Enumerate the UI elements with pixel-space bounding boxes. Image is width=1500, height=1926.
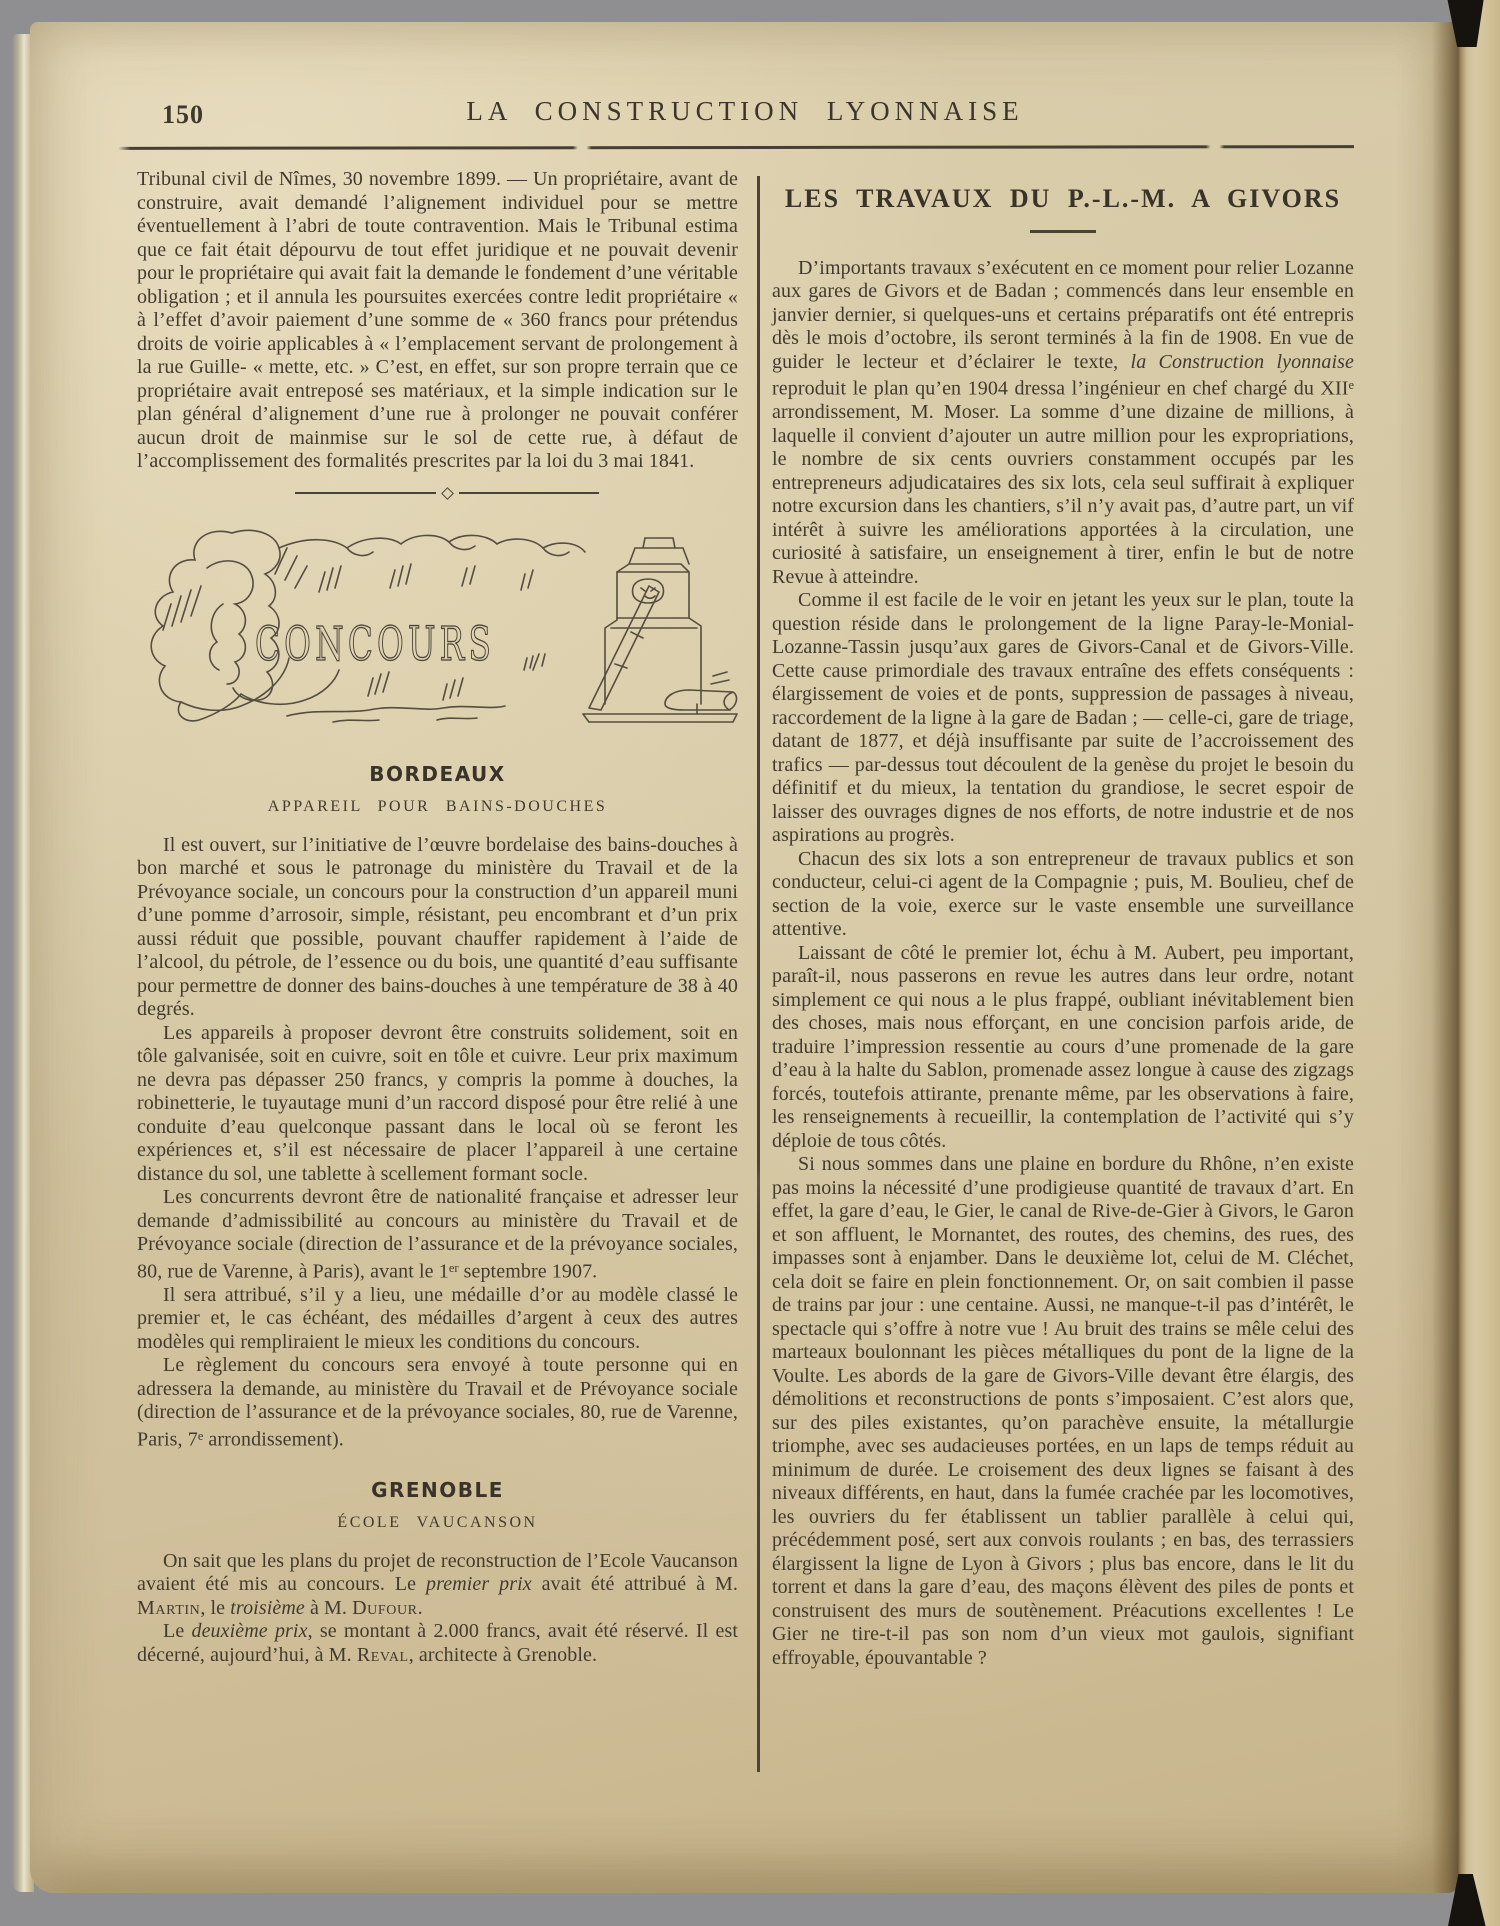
paragraph	[137, 1022, 738, 1187]
concours-banner-title: CONCOURS	[255, 616, 495, 672]
concours-banner-illustration	[137, 508, 738, 736]
text-run: à M.	[304, 1596, 353, 1619]
smallcaps-name: Martin	[137, 1596, 201, 1619]
text-run: avait été attribué à M.	[531, 1573, 738, 1596]
column-divider-rule	[757, 176, 760, 1772]
text-run: On sait que les plans du projet de reconstruction de l’Ecole Vaucanson avaient été mis au concours. Le	[137, 1549, 738, 1596]
smallcaps-name: Dufour	[352, 1596, 418, 1619]
text-run: Comme il est facile de le voir en jetant les yeux sur le plan, toute la question réside dans le prolongement de la ligne Paray-le-Monial-Lozanne-Tassin jusqu’aux gares de Givors-Canal et de Givors-Ville. Cette cause primordiale des travaux entraîne des effets conséquents : élargissement de voies et de ponts, suppression de passages à niveau, raccordement de la ligne à la gare de Badan ; — celle-ci, gare de triage, datant de 1877, et déjà insuffisante par suite de l’accroissement des trafics — par-dessus tout découlent de la genèse du projet le besoin du définitif et du mieux, la tentation du grandiose, le secret espoir de laisser des ouvrages dignes de nos efforts, de notre industrie et de nos aspirations au progrès.	[772, 589, 1354, 847]
article-title: LES TRAVAUX DU P.-L.-M. A GIVORS	[784, 184, 1342, 213]
italic-text: troisième	[230, 1596, 305, 1619]
text-run: Le	[163, 1620, 192, 1643]
paragraph	[772, 1153, 1354, 1670]
bordeaux-paragraphs	[137, 834, 738, 1452]
page-number: 150	[162, 100, 204, 129]
text-run: Le règlement du concours sera envoyé à toute personne qui en adressera la demande, au ministère du Travail et de Prévoyance sociale (direction de l’assurance et de la prévoyance sociales, 80, rue de Varenne, Paris, 7	[137, 1354, 738, 1451]
paragraph	[137, 1186, 738, 1284]
text-run: , se montant à 2.000 francs, avait été réservé. Il est décerné, aujourd’hui, à M.	[137, 1620, 738, 1666]
text-run: Il est ouvert, sur l’initiative de l’œuvre bordelaise des bains-douches à bon marché et sous le patronage du ministère du Travail et de la Prévoyance sociale, un concours pour la construction d’un appareil muni d’une pomme d’arrosoir, simple, résistant, peu encombrant et d’un prix aussi réduit que possible, pouvant chauffer rapidement à l’aide de l’alcool, du pétrole, de l’essence ou du bois, une quantité d’eau suffisante pour permettre de donner des bains-douches à une température de 38 à 40 degrés.	[137, 833, 738, 1020]
text-run: Tribunal civil de Nîmes, 30 novembre 1899. — Un propriétaire, avant de construire, avait demandé l’alignement individuel pour se mettre éventuellement à l’abri de toute contravention. Mais le Tribunal estima que ce fait était dépourvu de tout effet juridique et ne pouvait devenir pour le propriétaire qui avait fait la demande le fondement d’une véritable obligation ; et il annula les poursuites exercées contre ledit propriétaire « à l’effet d’avoir paiement d’une somme de « 360 francs pour prétendus droits de voirie applicables à « l’emplacement servant de prolongement à la rue Guille- « mette, etc. » C’est, en effet, sur son propre terrain que ce propriétaire avait entreposé ses matériaux, et la simple indication sur le plan général d’alignement d’une rue à prolonger ne pouvait conférer aucun droit de mainmise sur le sol de cette rue, à défaut de l’accomplissement des formalités prescrites par la loi du 3 mai 1841.	[137, 168, 738, 472]
bordeaux-heading: BORDEAUX	[369, 761, 506, 786]
italic-text: deuxième prix	[191, 1620, 308, 1643]
paragraph	[772, 942, 1354, 1154]
text-run: arrondissement).	[203, 1428, 344, 1451]
text-run: , architecte à Grenoble.	[408, 1643, 598, 1666]
text-run: arrondissement, M. Moser. La somme d’une dizaine de millions, à laquelle il convient d’ajouter un autre million pour les expropriations, le nombre de six cents ouvriers constamment occupés par les entrepreneurs adjudicataires des six lots, cela seul suffirait à expliquer notre excursion dans les chantiers, s’il n’y avait pas, d’autre part, un vif intérêt à suivre les améliorations apportées à la circulation, une curiosité à satisfaire, un enseignement à tirer, enfin le but de notre Revue à atteindre.	[772, 401, 1354, 588]
text-run: Il sera attribué, s’il y a lieu, une médaille d’or au modèle classé le premier et, le cas échéant, des médailles d’argent à ceux des autres modèles qui rempliraient le mieux les conditions du concours.	[137, 1283, 738, 1353]
grenoble-paragraphs	[137, 1550, 738, 1668]
text-run: Laissant de côté le premier lot, échu à M. Aubert, peu important, paraît-il, nous passerons en revue les autres dans leur ordre, notant simplement ce qui nous a le plus frappé, oubliant inévitablement bien des choses, mais nous efforçant, en une concision parfois aride, de traduire l’impression ressentie au cours d’une promenade de la gare d’eau à la halte du Sablon, promenade assez longue à cause des zigzags forcés, toutefois attirante, prenante même, par les observations à faire, les renseignements à recueillir, la contemplation de l’activité qui s’y déploie de tous côtés.	[772, 941, 1354, 1152]
paragraph	[137, 1620, 738, 1667]
superscript-text: e	[197, 1428, 204, 1443]
italic-text: la Construction lyonnaise	[1130, 350, 1354, 373]
article-title-rule	[1030, 230, 1096, 233]
right-column	[772, 168, 1354, 1670]
paragraph	[137, 1284, 738, 1355]
article-paragraphs	[772, 257, 1354, 1671]
journal-title: LA CONSTRUCTION LYONNAISE	[466, 96, 1024, 126]
header-rule	[118, 145, 1354, 150]
text-run: reproduit le plan qu’en 1904 dressa l’ingénieur en chef chargé du XII	[772, 377, 1349, 400]
smallcaps-name: Reval	[356, 1643, 409, 1666]
left-column	[137, 168, 738, 1667]
book-fore-edge	[1458, 0, 1500, 1926]
text-run: Si nous sommes dans une plaine en bordure du Rhône, n’en existe pas moins la nécessité d’une prodigieuse quantité de travaux d’art. En effet, la gare d’eau, le Gier, le canal de Rive-de-Gier à Givors, le Garon et son affluent, le Mornantet, des routes, des chemins, des rues, des impasses sont à enjamber. Dans le deuxième lot, celui de M. Cléchet, cela doit se faire en plein fonctionnement. Or, on sait combien il passe de trains par jour : une centaine. Aussi, ne manque-t-il pas d’intérêt, le spectacle qui s’offre à notre vue ! Au bruit des trains se mêle celui des marteaux boulonnant les pièces métalliques du pont de la ligne de la Voulte. Les abords de la gare de Givors-Ville devant être élargis, des démolitions et reconstructions de ponts s’imposaient. C’est alors que, sur des piles existantes, qu’on parachève ensuite, la métallurgie triomphe, avec ses audacieuses portées, en un laps de temps réduit au minimum de durée. Le croisement des deux lignes se faisant à des niveaux différents, en haut, dans la fumée crachée par les locomotives, les ouvriers du fer établissent un tablier parallèle à celui qui, précédemment posé, sert aux convois roulants ; en bas, des terrassiers élargissent la ligne de Lyon à Givors ; plus bas encore, dans le lit du torrent et dans la gare d’eau, des maçons élèvent des piles de ponts et construisent des murs de soutènement. Préacutions excellentes ! Le Gier ne tire-t-il pas son nom d’un vieux mot gaulois, signifiant effroyable, épouvantable ?	[772, 1153, 1354, 1669]
text-run: Chacun des six lots a son entrepreneur de travaux publics et son conducteur, celui-ci agent de la Compagnie ; puis, M. Boulieu, chef de section de la voie, exerce sur le vaste ensemble une surveillance attentive.	[772, 847, 1354, 941]
diamond-ornament-icon	[441, 487, 454, 500]
text-run: , le	[200, 1596, 231, 1619]
paragraph	[772, 589, 1354, 848]
paragraph	[772, 848, 1354, 942]
paragraph	[772, 257, 1354, 590]
text-run: Les concurrents devront être de nationalité française et adresser leur demande d’admissibilité au concours au ministère du Travail et de Prévoyance sociale (direction de l’assurance et de la prévoyance sociales, 80, rue de Varenne, à Paris), avant le 1	[137, 1186, 738, 1283]
superscript-text: er	[448, 1260, 459, 1275]
paragraph	[137, 1550, 738, 1621]
text-run: .	[417, 1596, 423, 1619]
legal-notice-paragraph	[137, 168, 738, 474]
text-run: D’importants travaux s’exécutent en ce moment pour relier Lozanne aux gares de Givors et de Badan ; commencés dans leur ensemble en janvier dernier, si quelques-uns et certains préparatifs ont été entrepris dès le mois d’octobre, ils seront terminés à la fin de 1908. En vue de guider le lecteur et d’éclairer le texte,	[772, 256, 1354, 373]
paragraph	[137, 1354, 738, 1452]
grenoble-heading: GRENOBLE	[371, 1477, 504, 1502]
book-page	[30, 22, 1458, 1893]
concours-banner	[137, 508, 738, 736]
superscript-text: e	[1348, 378, 1354, 392]
paragraph	[137, 834, 738, 1022]
italic-text: premier prix	[426, 1573, 532, 1596]
text-run: septembre 1907.	[458, 1260, 598, 1283]
text-run: Les appareils à proposer devront être construits solidement, soit en tôle galvanisée, soit en cuivre, soit en tôle et cuivre. Leur prix maximum ne devra pas dépasser 250 francs, y compris la pomme à douches, la robinetterie, le tuyautage muni d’un raccord disposé pour être relié à une conduite d’eau quelconque passant dans le local où se feront les expériences et, s’il est nécessaire de placer l’appareil à une certaine distance du sol, une tablette à scellement formant socle.	[137, 1021, 738, 1185]
bordeaux-subheading: APPAREIL POUR BAINS-DOUCHES	[267, 798, 608, 815]
section-divider	[295, 489, 599, 498]
grenoble-subheading: ÉCOLE VAUCANSON	[337, 1514, 538, 1532]
